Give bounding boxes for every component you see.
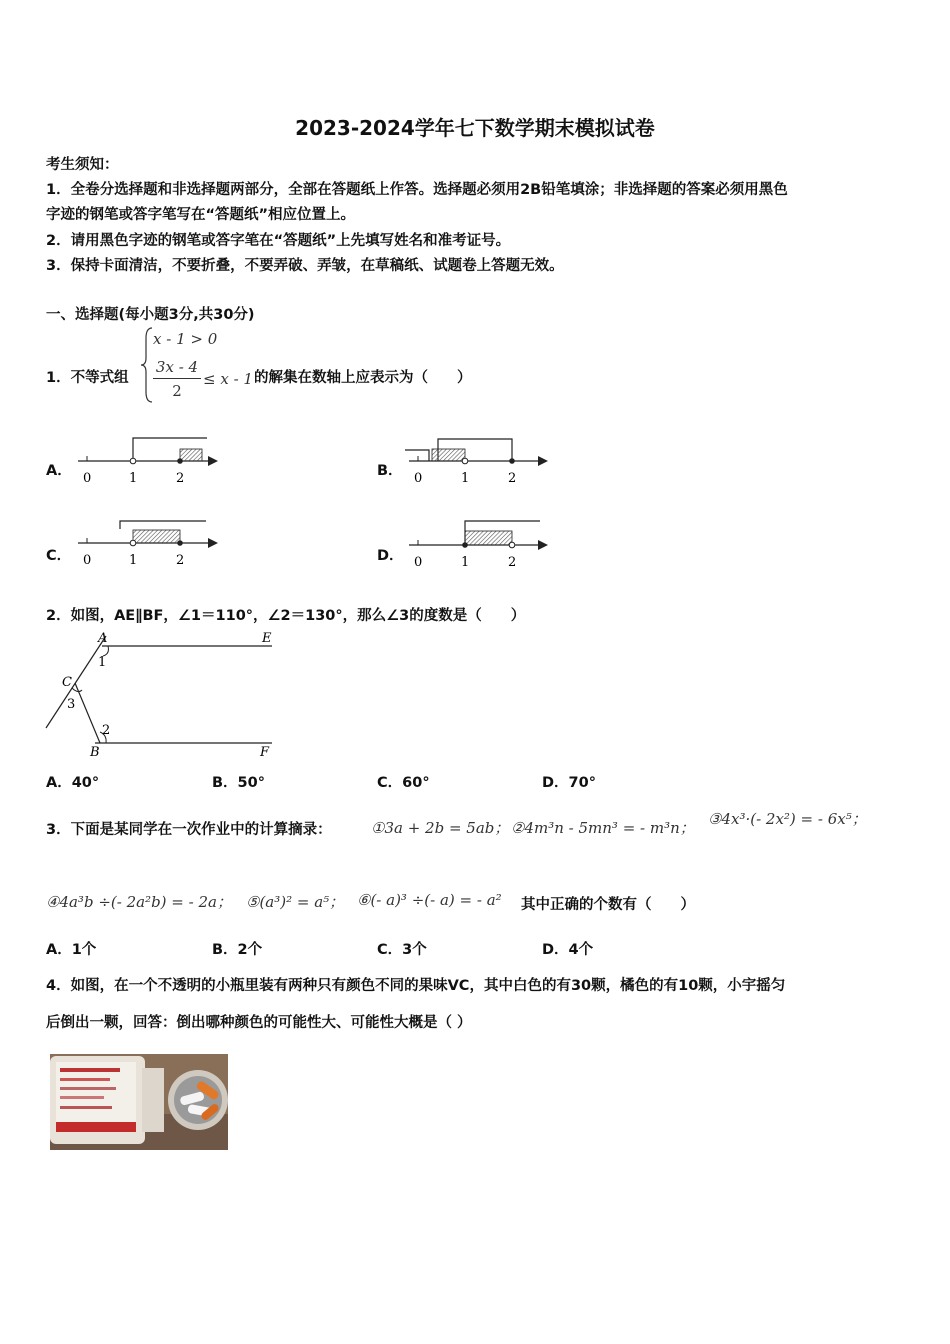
- q1d-tick-1: 1: [461, 555, 470, 570]
- q2-label-E: E: [262, 631, 272, 646]
- notice-line-1b: 字迹的钢笔或答字笔写在“答题纸”相应位置上。: [46, 207, 356, 223]
- q2-label-A: A: [98, 631, 108, 646]
- q2-label-B: B: [90, 745, 100, 760]
- notice-line-1a: 1．全卷分选择题和非选择题两部分，全部在答题纸上作答。选择题必须用2B铅笔填涂；非选择题的答案必须用黑色: [46, 182, 788, 198]
- q3-item-3: ③4x³·(- 2x²) = - 6x⁵；: [708, 810, 867, 828]
- q1d-tick-0: 0: [414, 555, 423, 570]
- q3-option-a: A．1个: [46, 942, 97, 958]
- q1-number-lines: [0, 0, 950, 600]
- q3-suffix: 其中正确的个数有（ ）: [521, 897, 695, 913]
- q3-item-5: ⑤(a³)² = a⁵；: [246, 893, 345, 911]
- q2-option-a: A．40°: [46, 775, 100, 791]
- q2-option-b: B．50°: [212, 775, 265, 791]
- q3-option-d: D．4个: [542, 942, 594, 958]
- q2-option-d: D．70°: [542, 775, 596, 791]
- q1-inequality-1: x - 1 > 0: [153, 330, 218, 348]
- q2-angle-1: 1: [98, 655, 107, 670]
- q3-item-6: ⑥(- a)³ ÷(- a) = - a²: [357, 891, 502, 909]
- q1-inequality-2-rhs: ≤ x - 1: [203, 370, 253, 388]
- q3-prefix: 3．下面是某同学在一次作业中的计算摘录：: [46, 822, 332, 838]
- q2-angle-3: 3: [67, 697, 76, 712]
- q4-pill-bottle-image: [50, 1054, 228, 1150]
- q1b-tick-0: 0: [414, 471, 423, 486]
- q1a-tick-2: 2: [176, 471, 185, 486]
- q1-frac-denominator: 2: [172, 382, 182, 400]
- q3-item-4: ④4a³b ÷(- 2a²b) = - 2a；: [46, 893, 232, 911]
- q1c-tick-0: 0: [83, 553, 92, 568]
- q1a-tick-1: 1: [129, 471, 138, 486]
- q1-number-line-a: [78, 438, 218, 486]
- q1-suffix: 的解集在数轴上应表示为（ ）: [254, 370, 472, 386]
- q1b-tick-2: 2: [508, 471, 517, 486]
- q1-prefix: 1．不等式组: [46, 370, 129, 386]
- q2-figure: [40, 628, 280, 760]
- q1-number-line-c: [78, 521, 218, 568]
- notice-line-2: 2．请用黑色字迹的钢笔或答字笔在“答题纸”上先填写姓名和准考证号。: [46, 233, 511, 249]
- q1-number-line-b: [405, 439, 548, 486]
- q1c-tick-2: 2: [176, 553, 185, 568]
- q2-angle-2: 2: [102, 723, 111, 738]
- q3-item-1: ①3a + 2b = 5ab；: [371, 819, 510, 837]
- q2-label-C: C: [62, 675, 72, 690]
- q1-number-line-d: [409, 521, 548, 570]
- q1-option-b-label: B．: [377, 463, 403, 479]
- q3-item-2: ②4m³n - 5mn³ = - m³n；: [511, 819, 695, 837]
- q1-option-d-label: D．: [377, 548, 404, 564]
- q3-option-b: B．2个: [212, 942, 263, 958]
- q2-label-F: F: [260, 745, 270, 760]
- q4-line-1: 4．如图，在一个不透明的小瓶里装有两种只有颜色不同的果味VC，其中白色的有30颗，橘色的有10颗，小宇摇匀: [46, 978, 786, 994]
- q2-option-c: C．60°: [377, 775, 430, 791]
- page-title: 2023-2024学年七下数学期末模拟试卷: [295, 116, 655, 140]
- q1d-tick-2: 2: [508, 555, 517, 570]
- q2-text: 2．如图，AE∥BF，∠1＝110°，∠2＝130°，那么∠3的度数是（ ）: [46, 608, 526, 624]
- q3-option-c: C．3个: [377, 942, 427, 958]
- q1b-tick-1: 1: [461, 471, 470, 486]
- q1-option-a-label: A．: [46, 463, 72, 479]
- q1-frac-numerator: 3x - 4: [155, 358, 199, 376]
- q4-line-2: 后倒出一颗，回答：倒出哪种颜色的可能性大、可能性大概是（ ）: [46, 1015, 472, 1031]
- q1a-tick-0: 0: [83, 471, 92, 486]
- notice-heading: 考生须知：: [46, 157, 119, 173]
- notice-line-3: 3．保持卡面清洁，不要折叠，不要弄破、弄皱，在草稿纸、试题卷上答题无效。: [46, 258, 564, 274]
- section-heading: 一、选择题(每小题3分,共30分): [46, 307, 255, 323]
- q1c-tick-1: 1: [129, 553, 138, 568]
- q1-option-c-label: C．: [46, 548, 72, 564]
